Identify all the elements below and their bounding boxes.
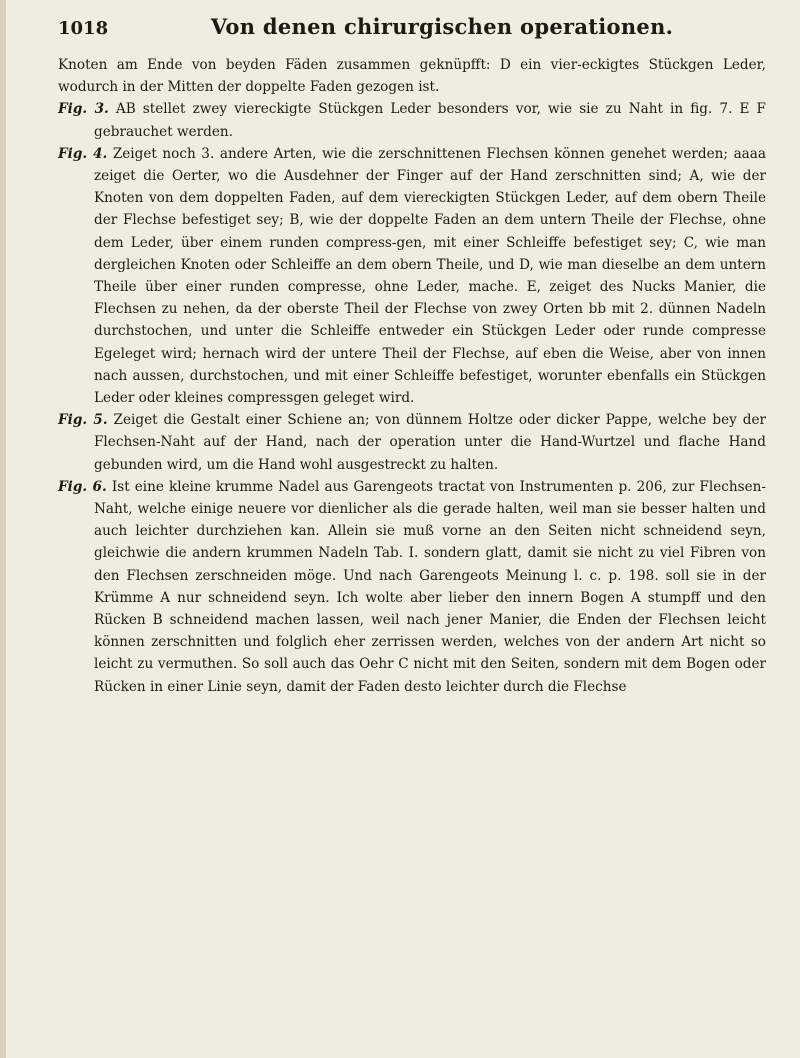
paragraph-text: Zeiget die Gestalt einer Schiene an; von dünnem Holtze oder dicker Pappe, welche bey der Flechsen-Naht auf der Hand, nach der operation unter die Hand-Wurtzel und flache Hand gebunden wird, um die Hand wohl ausgestreckt zu halten. (94, 412, 766, 473)
figure-ref: Fig. 5. (58, 412, 108, 429)
figure-caption (58, 143, 766, 409)
page-number: 1018 (58, 18, 109, 39)
figure-ref: Fig. 4. (58, 145, 108, 162)
paragraph-text: Knoten am Ende von beyden Fäden zusammen geknüpfft: D ein vier-eckigtes Stückgen Leder, wodurch in der Mitten der doppelte Faden gezogen ist. (58, 57, 766, 96)
page-body (58, 54, 766, 698)
page-gutter-shadow (0, 0, 6, 1058)
figure-ref: Fig. 3. (58, 101, 109, 118)
page-header (58, 14, 766, 54)
figure-caption (58, 98, 766, 142)
paragraph-text: Ist eine kleine krumme Nadel aus Garengeots tractat von Instrumenten p. 206, zur Flechsen-Naht, welche einige neuere vor dienlicher als die gerade halten, weil man sie besser halten und auch leichter durchziehen kan. Allein sie muß vorne an den Seiten nicht schneidend seyn, gleichwie die andern krummen Nadeln Tab. I. sondern glatt, damit sie nicht zu viel Fibren von den Flechsen zerschneiden möge. Und nach Garengeots Meinung l. c. p. 198. soll sie in der Krümme A nur schneidend seyn. Ich wolte aber lieber den innern Bogen A stumpff und den Rücken B schneidend machen lassen, weil nach jener Manier, die Enden der Flechsen leicht können zerschnitten und folglich eher zerrissen werden, welches von der andern Art nicht so leicht zu vermuthen. So soll auch das Oehr C nicht mit den Seiten, sondern mit dem Bogen oder Rücken in einer Linie seyn, damit der Faden desto leichter durch die Flechse (94, 478, 766, 695)
paragraph (58, 54, 766, 98)
figure-caption (58, 409, 766, 476)
figure-caption (58, 476, 766, 698)
figure-ref: Fig. 6. (58, 478, 107, 495)
paragraph-text: Zeiget noch 3. andere Arten, wie die zerschnittenen Flechsen können genehet werden; aaaa zeiget die Oerter, wo die Ausdehner der Finger auf der Hand zerschnitten sind; A, wie der Knoten von dem doppelten Faden, auf dem viereckigten Stückgen Leder, auf dem obern Theile der Flechse befestiget sey; B, wie der doppelte Faden an dem untern Theile der Flechse, ohne dem Leder, über einem runden compress-gen, mit einer Schleiffe befestiget sey; C, wie man dergleichen Knoten oder Schleiffe an dem obern Theile, und D, wie man dieselbe an dem untern Theile über einer runden compresse, ohne Leder, mache. E, zeiget des Nucks Manier, die Flechsen zu nehen, da der oberste Theil der Flechse von zwey Orten bb mit 2. dünnen Nadeln durchstochen, und unter die Schleiffe entweder ein Stückgen Leder oder runde compresse Egeleget wird; hernach wird der untere Theil der Flechse, auf eben die Weise, aber von innen nach aussen, durchstochen, und mit einer Schleiffe befestiget, worunter ebenfalls ein Stückgen Leder oder kleines compressgen geleget wird. (94, 145, 766, 407)
running-title: Von denen chirurgischen operationen. (210, 14, 674, 39)
paragraph-text: AB stellet zwey viereckigte Stückgen Leder besonders vor, wie sie zu Naht in fig. 7. E F gebrauchet werden. (94, 101, 766, 140)
